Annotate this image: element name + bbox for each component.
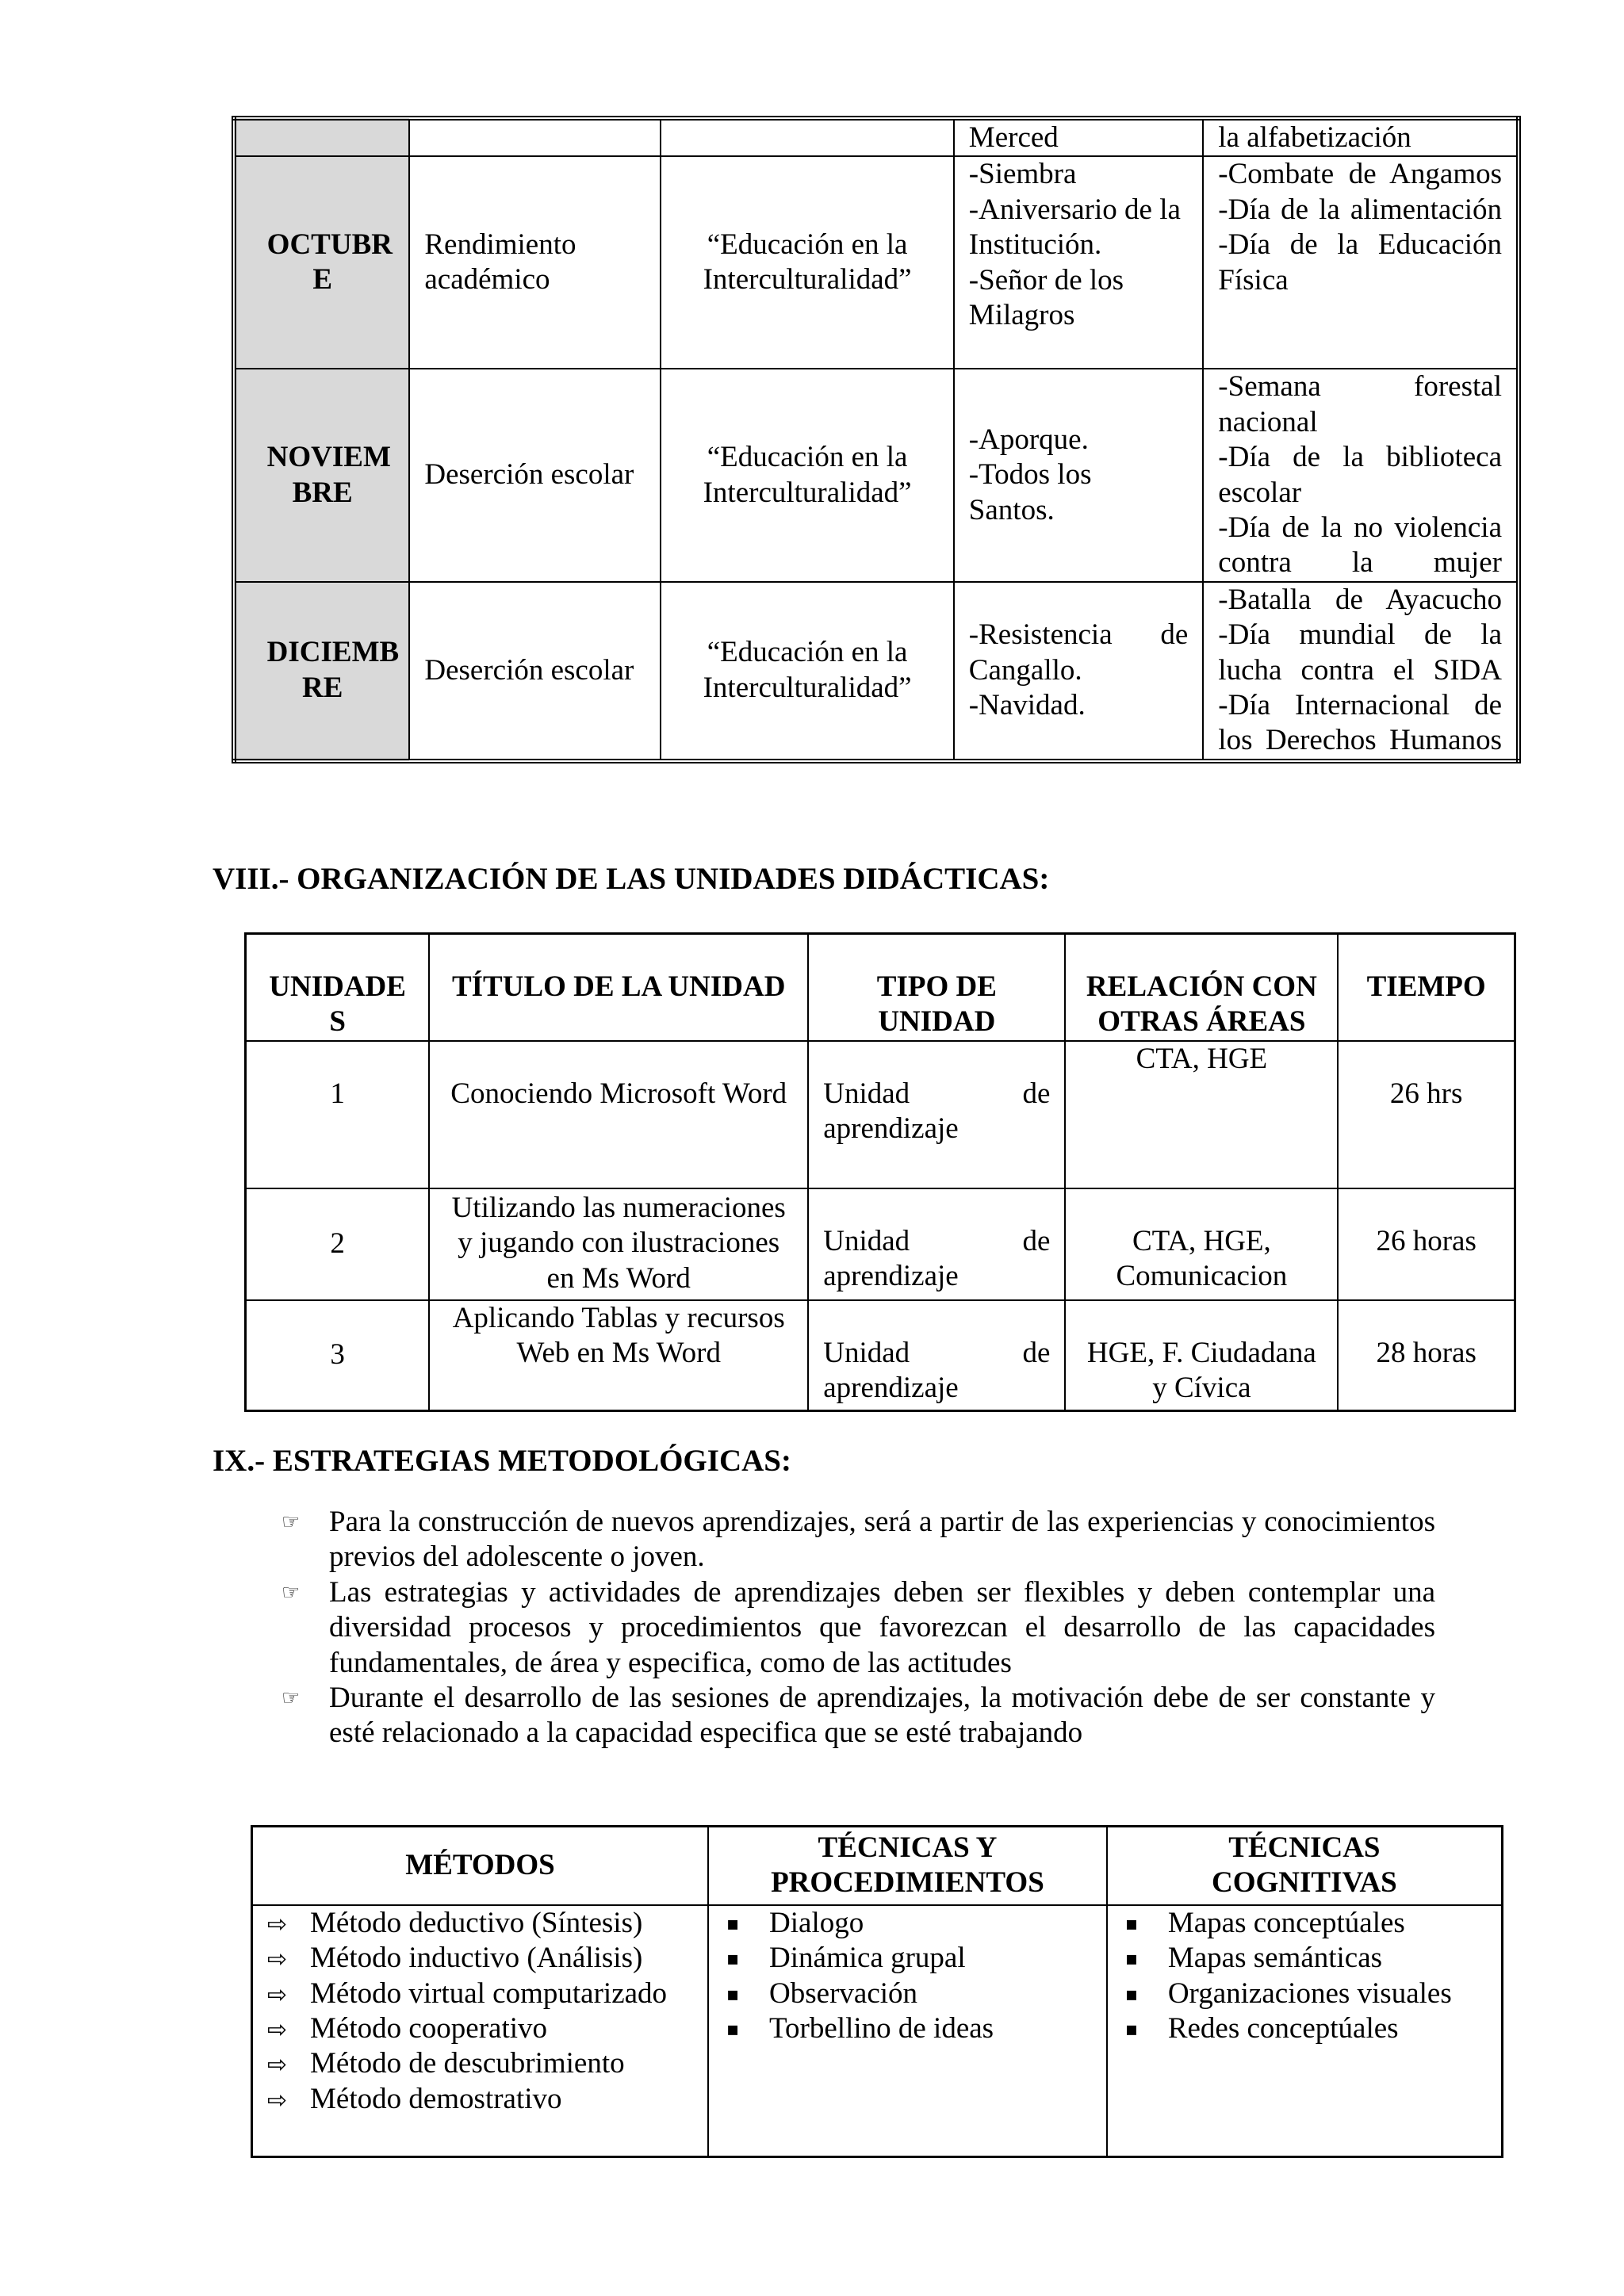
- square-bullet-icon: ▪: [726, 1982, 740, 2005]
- theme-cell: [661, 118, 953, 156]
- problem-cell: Deserción escolar: [409, 369, 661, 581]
- methods-column-header: MÉTODOS: [252, 1827, 709, 1905]
- unit-type: Unidad de aprendizaje: [808, 1188, 1065, 1300]
- square-bullet-icon: ▪: [1124, 2017, 1139, 2040]
- methods-column-header: TÉCNICAS Y PROCEDIMIENTOS: [708, 1827, 1107, 1905]
- list-item: ☞ Durante el desarrollo de las sesiones de aprendizajes, la motivación debe de ser constante y esté relacionado a la capacidad especifica que se esté trabajando: [282, 1681, 1435, 1750]
- festivity-item: -Todos los Santos.: [968, 458, 1092, 526]
- pointing-hand-icon: ☞: [282, 1580, 301, 1604]
- festivity-cell: [954, 156, 1204, 369]
- list-item: ⇨ Método cooperativo: [267, 2011, 547, 2045]
- month-cell: [234, 118, 409, 156]
- festivity-item: -Siembra: [968, 158, 1077, 191]
- unit-number: 3: [246, 1300, 430, 1410]
- unit-number: 1: [246, 1041, 430, 1188]
- festivity-item: -Señor de los Milagros: [968, 263, 1124, 331]
- units-column-header: TIPO DE UNIDAD: [808, 934, 1065, 1041]
- cognitive-cell: [1107, 1905, 1503, 2157]
- calendar-row-november: [234, 369, 1519, 581]
- theme-cell: “Educación en la Interculturalidad”: [661, 582, 953, 761]
- methods-cell: [252, 1905, 709, 2157]
- unit-areas: HGE, F. Ciudadana y Cívica: [1065, 1300, 1338, 1410]
- unit-number: 2: [246, 1188, 430, 1300]
- unit-areas: CTA, HGE, Comunicacion: [1065, 1188, 1338, 1300]
- month-cell: OCTUBR E: [234, 156, 409, 369]
- list-item: ⇨ Método virtual computarizado: [267, 1976, 668, 2010]
- unit-type: Unidad de aprendizaje: [808, 1041, 1065, 1188]
- calendar-row-december: [234, 582, 1519, 761]
- list-item: ⇨ Método demostrativo: [267, 2082, 562, 2115]
- list-item: ▪ Dialogo: [726, 1906, 864, 1939]
- methods-body-row: [252, 1905, 1503, 2157]
- square-bullet-icon: ▪: [726, 1947, 740, 1970]
- festivity-cell: Merced: [954, 118, 1204, 156]
- arrow-right-icon: ⇨: [267, 2086, 288, 2114]
- civic-cell: la alfabetización: [1203, 118, 1519, 156]
- arrow-right-icon: ⇨: [267, 2051, 288, 2080]
- techniques-cell: [708, 1905, 1107, 2157]
- arrow-right-icon: ⇨: [267, 2015, 288, 2044]
- civic-item: -Día de la alimentación: [1218, 193, 1502, 226]
- list-item: ⇨ Método inductivo (Análisis): [267, 1942, 643, 1975]
- units-column-header: RELACIÓN CON OTRAS ÁREAS: [1065, 934, 1338, 1041]
- civic-item: -Día de la no violencia contra la mujer: [1218, 511, 1502, 580]
- list-item: ☞ Las estrategias y actividades de aprendizajes deben ser flexibles y deben contemplar una diversidad procesos y procedimientos que favorezcan el desarrollo de las capacidades fundamentales, de área y especifica, como de las actitudes: [282, 1575, 1435, 1679]
- unit-type: Unidad de aprendizaje: [808, 1300, 1065, 1410]
- festivity-item: -Navidad.: [968, 688, 1086, 721]
- table-row: [246, 1188, 1515, 1300]
- square-bullet-icon: ▪: [726, 2017, 740, 2040]
- civic-item: -Combate de Angamos: [1218, 158, 1502, 191]
- month-cell: NOVIEM BRE: [234, 369, 409, 581]
- civic-item: -Día mundial de la lucha contra el SIDA: [1218, 618, 1502, 687]
- calendar-row-october: [234, 156, 1519, 369]
- units-table: [244, 932, 1516, 1412]
- month-cell: DICIEMB RE: [234, 582, 409, 761]
- list-item: ⇨ Método deductivo (Síntesis): [267, 1906, 643, 1939]
- festivity-cell: [954, 369, 1204, 581]
- list-item: ▪ Redes conceptúales: [1124, 2011, 1399, 2045]
- arrow-right-icon: ⇨: [267, 1946, 288, 1974]
- unit-title: Aplicando Tablas y recursos Web en Ms Word: [429, 1300, 808, 1410]
- civic-cell: [1203, 156, 1519, 369]
- square-bullet-icon: ▪: [1124, 1947, 1139, 1970]
- civic-item: -Batalla de Ayacucho: [1218, 583, 1502, 616]
- unit-areas: CTA, HGE: [1065, 1041, 1338, 1188]
- section-ix-heading: IX.- ESTRATEGIAS METODOLÓGICAS:: [213, 1444, 791, 1478]
- pointing-hand-icon: ☞: [282, 1686, 301, 1709]
- list-item: ☞ Para la construcción de nuevos aprendizajes, será a partir de las experiencias y conocimientos previos del adolescente o joven.: [282, 1506, 1435, 1574]
- unit-time: 26 horas: [1338, 1188, 1515, 1300]
- methods-column-header: TÉCNICAS COGNITIVAS: [1107, 1827, 1503, 1905]
- theme-cell: “Educación en la Interculturalidad”: [661, 156, 953, 369]
- methods-table: [251, 1825, 1503, 2158]
- theme-cell: “Educación en la Interculturalidad”: [661, 369, 953, 581]
- problem-cell: [409, 118, 661, 156]
- square-bullet-icon: ▪: [1124, 1911, 1139, 1934]
- list-item: ▪ Mapas conceptúales: [1124, 1906, 1405, 1939]
- methods-header-row: [252, 1827, 1503, 1905]
- civic-item: -Día de la Educación Física: [1218, 228, 1502, 297]
- unit-time: 26 hrs: [1338, 1041, 1515, 1188]
- calendar-top-row: [234, 118, 1519, 156]
- festivity-item: -Aniversario de la Institución.: [968, 193, 1181, 262]
- civic-item: -Día Internacional de los Derechos Humanos: [1218, 688, 1502, 757]
- problem-cell: Deserción escolar: [409, 582, 661, 761]
- units-header-row: [246, 934, 1515, 1041]
- units-column-header: TÍTULO DE LA UNIDAD: [429, 934, 808, 1041]
- square-bullet-icon: ▪: [1124, 1982, 1139, 2005]
- calendar-table: [232, 116, 1521, 763]
- civic-cell: [1203, 582, 1519, 761]
- festivity-cell: [954, 582, 1204, 761]
- square-bullet-icon: ▪: [726, 1911, 740, 1934]
- festivity-item: -Aporque.: [968, 423, 1089, 456]
- list-item: ▪ Observación: [726, 1976, 918, 2010]
- unit-title: Utilizando las numeraciones y jugando con ilustraciones en Ms Word: [429, 1188, 808, 1300]
- problem-cell: Rendimiento académico: [409, 156, 661, 369]
- civic-cell: [1203, 369, 1519, 581]
- unit-title: Conociendo Microsoft Word: [429, 1041, 808, 1188]
- arrow-right-icon: ⇨: [267, 1980, 288, 2009]
- table-row: [246, 1041, 1515, 1188]
- list-item: ▪ Organizaciones visuales: [1124, 1976, 1452, 2010]
- festivity-item: -Resistencia de Cangallo.: [968, 618, 1189, 687]
- civic-item: -Día de la biblioteca escolar: [1218, 441, 1502, 509]
- list-item: ▪ Torbellino de ideas: [726, 2011, 994, 2045]
- list-item: ⇨ Método de descubrimiento: [267, 2047, 625, 2080]
- strategies-list: [282, 1505, 1435, 1751]
- units-column-header: UNIDADE S: [246, 934, 430, 1041]
- arrow-right-icon: ⇨: [267, 1910, 288, 1938]
- unit-time: 28 horas: [1338, 1300, 1515, 1410]
- list-item: ▪ Dinámica grupal: [726, 1942, 966, 1975]
- section-viii-heading: VIII.- ORGANIZACIÓN DE LAS UNIDADES DIDÁCTICAS:: [213, 862, 1050, 896]
- pointing-hand-icon: ☞: [282, 1510, 301, 1533]
- units-column-header: TIEMPO: [1338, 934, 1515, 1041]
- table-row: [246, 1300, 1515, 1410]
- civic-item: -Semana forestal nacional: [1218, 370, 1502, 438]
- list-item: ▪ Mapas semánticas: [1124, 1942, 1383, 1975]
